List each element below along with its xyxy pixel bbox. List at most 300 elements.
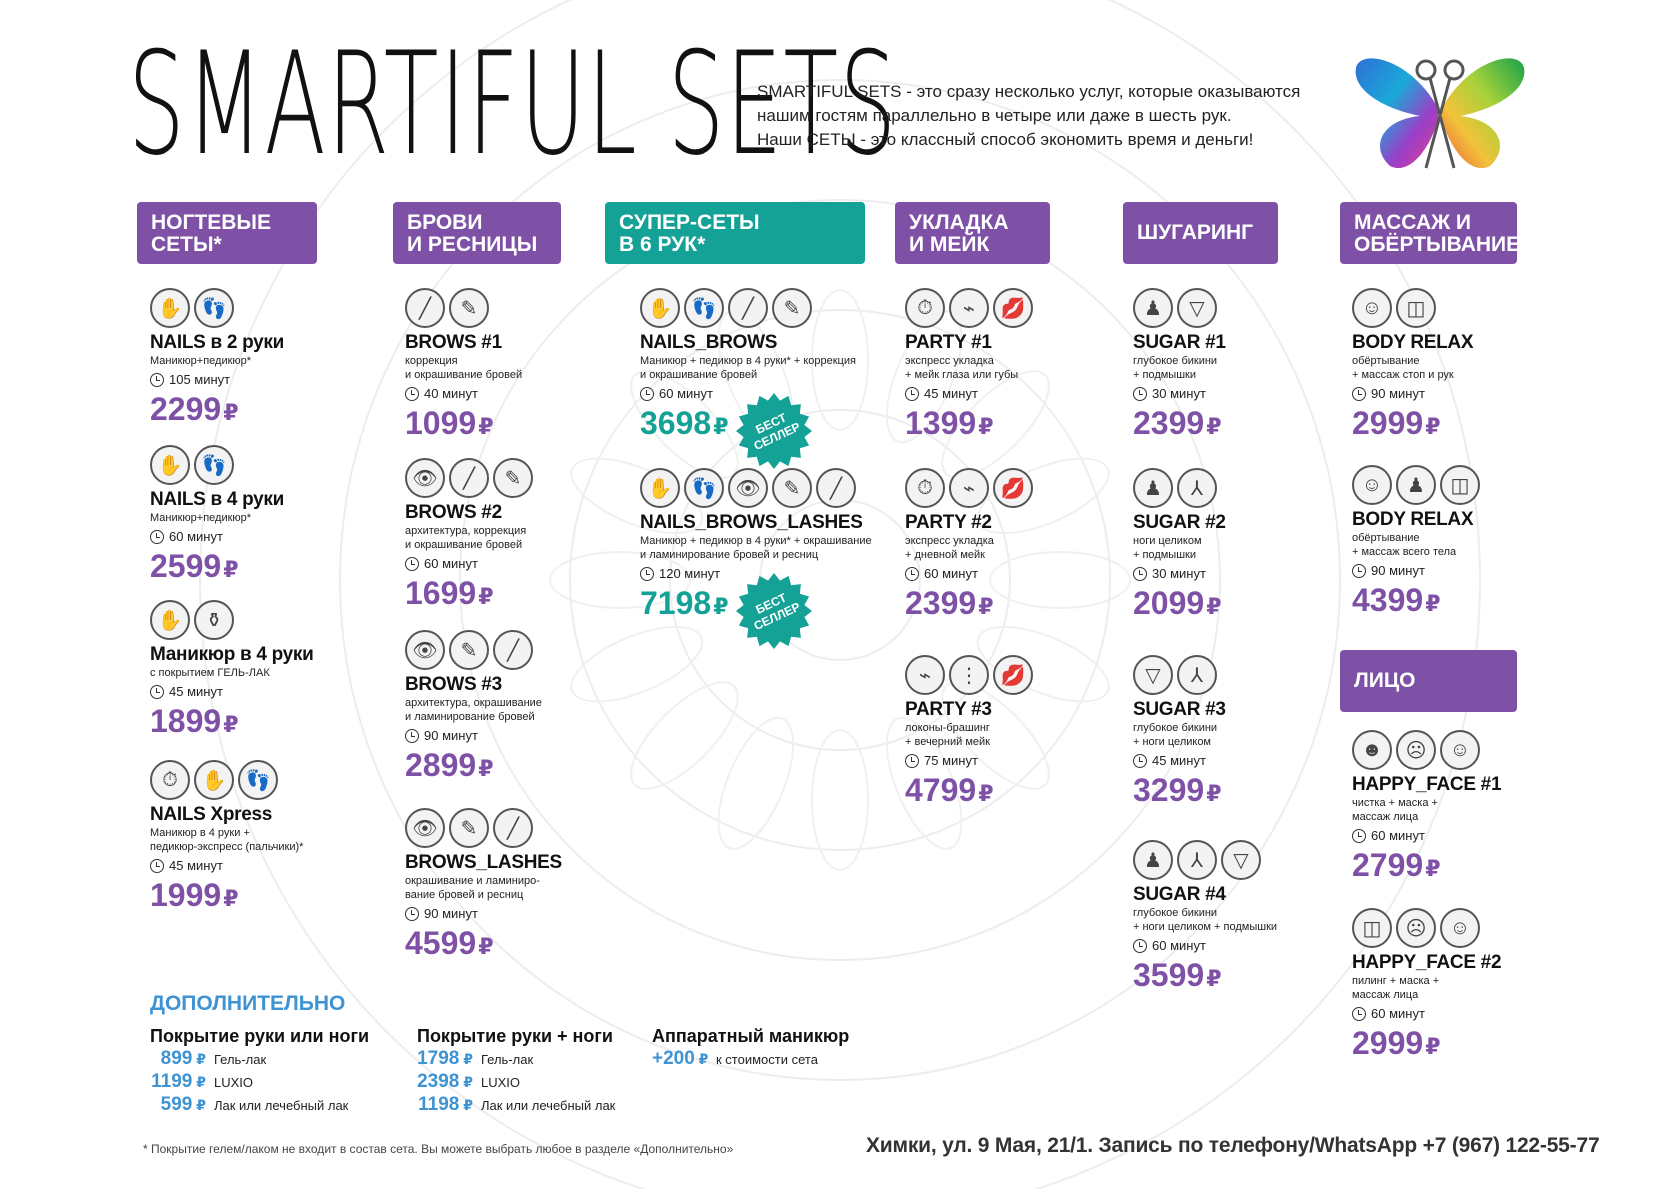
category-nails bbox=[137, 202, 317, 264]
duration-text: 90 минут bbox=[1371, 563, 1425, 578]
butterfly-scissors-logo bbox=[1350, 48, 1530, 176]
service-icons bbox=[1133, 655, 1226, 697]
service-description: Маникюр + педикюр в 4 руки* + окрашивание и ламинирование бровей и ресниц bbox=[640, 535, 872, 561]
hand-icon: ✋ bbox=[150, 600, 190, 640]
duration-text: 105 минут bbox=[169, 372, 231, 387]
extra-price-value: 899 bbox=[160, 1048, 193, 1069]
lips-icon: 💋 bbox=[993, 288, 1033, 328]
service-name: BROWS #3 bbox=[405, 674, 502, 695]
service-description: Маникюр+педикюр* bbox=[150, 512, 252, 524]
mandala-petal bbox=[561, 612, 712, 717]
mask-icon: ☹ bbox=[1396, 730, 1436, 770]
clock-icon bbox=[150, 373, 164, 387]
service-item bbox=[150, 760, 303, 914]
bikini-icon: ▽ bbox=[1133, 655, 1173, 695]
price-value: 4599 bbox=[405, 925, 477, 961]
service-description: Маникюр+педикюр* bbox=[150, 355, 252, 367]
duration-text: 60 минут bbox=[659, 386, 713, 401]
extra-price-value: 599 bbox=[160, 1094, 193, 1115]
extra-price bbox=[652, 1048, 708, 1070]
duration-text: 75 минут bbox=[924, 753, 978, 768]
service-item bbox=[405, 458, 533, 612]
ruble-sign: ₽ bbox=[223, 400, 239, 425]
duration-text: 45 минут bbox=[1152, 753, 1206, 768]
category-label: СУПЕР-СЕТЫ В 6 РУК* bbox=[619, 211, 760, 256]
service-item bbox=[150, 600, 314, 740]
service-item bbox=[905, 288, 1033, 442]
service-icons bbox=[405, 630, 542, 672]
service-duration bbox=[150, 370, 284, 390]
hand-icon: ✋ bbox=[640, 468, 680, 508]
service-price bbox=[405, 924, 562, 962]
service-duration bbox=[150, 682, 314, 702]
service-icons bbox=[1133, 288, 1226, 330]
ruble-sign: ₽ bbox=[192, 1097, 206, 1113]
ruble-sign: ₽ bbox=[223, 886, 239, 911]
ruble-sign: ₽ bbox=[223, 557, 239, 582]
service-description: локоны-брашинг + вечерний мейк bbox=[905, 722, 990, 748]
service-icons bbox=[1352, 465, 1480, 507]
ruble-sign: ₽ bbox=[1206, 414, 1222, 439]
service-icons bbox=[1352, 908, 1501, 950]
category-face bbox=[1340, 650, 1517, 712]
clock-icon bbox=[905, 567, 919, 581]
service-name: NAILS_BROWS bbox=[640, 332, 778, 353]
clock-icon bbox=[640, 567, 654, 581]
service-name: PARTY #1 bbox=[905, 332, 992, 353]
service-duration bbox=[405, 904, 562, 924]
category-massage bbox=[1340, 202, 1521, 264]
service-item bbox=[1352, 465, 1480, 619]
extra-column bbox=[417, 1024, 615, 1117]
service-description: ноги целиком + подмышки bbox=[1133, 535, 1202, 561]
hand-icon: ✋ bbox=[194, 760, 234, 800]
eye-icon: 👁 bbox=[405, 630, 445, 670]
tweezers-icon: ╱ bbox=[728, 288, 768, 328]
clock-icon bbox=[1133, 754, 1147, 768]
service-price bbox=[1352, 581, 1480, 619]
extra-row bbox=[417, 1071, 615, 1094]
duration-text: 90 минут bbox=[424, 728, 478, 743]
duration-text: 60 минут bbox=[1371, 1006, 1425, 1021]
torso-icon: ♟ bbox=[1396, 465, 1436, 505]
tweezers-icon: ╱ bbox=[816, 468, 856, 508]
service-description: глубокое бикини + ноги целиком + подмышки bbox=[1133, 907, 1278, 933]
service-price bbox=[405, 404, 522, 442]
service-icons bbox=[640, 468, 872, 510]
duration-text: 60 минут bbox=[1152, 938, 1206, 953]
service-description: архитектура, коррекция и окрашивание бровей bbox=[405, 525, 527, 551]
price-value: 4799 bbox=[905, 772, 977, 808]
service-duration bbox=[1352, 561, 1480, 581]
clock-icon bbox=[1352, 387, 1366, 401]
price-value: 3599 bbox=[1133, 957, 1205, 993]
service-item bbox=[405, 808, 562, 962]
clock-icon bbox=[405, 387, 419, 401]
ruble-sign: ₽ bbox=[713, 414, 729, 439]
service-duration bbox=[1352, 826, 1501, 846]
service-description: Маникюр + педикюр в 4 руки* + коррекция и окрашивание бровей bbox=[640, 355, 856, 381]
address: Химки, ул. 9 Мая, 21/1. Запись по телефону/WhatsApp +7 (967) 122-55-77 bbox=[866, 1134, 1600, 1157]
service-duration bbox=[150, 856, 303, 876]
service-price bbox=[405, 574, 533, 612]
service-description: окрашивание и ламиниро- вание бровей и ресниц bbox=[405, 875, 540, 901]
service-duration bbox=[1133, 384, 1226, 404]
ruble-sign: ₽ bbox=[1425, 1034, 1441, 1059]
service-name: Маникюр в 4 руки bbox=[150, 644, 314, 665]
service-name: BODY RELAX bbox=[1352, 332, 1474, 353]
mandala-petal bbox=[703, 708, 808, 859]
service-icons bbox=[1133, 468, 1226, 510]
hairdryer-icon: ⌁ bbox=[949, 468, 989, 508]
service-icons bbox=[1133, 840, 1277, 882]
brush-icon: ✎ bbox=[449, 630, 489, 670]
torso-icon: ♟ bbox=[1133, 840, 1173, 880]
extra-price bbox=[417, 1071, 473, 1093]
category-label: МАССАЖ И ОБЁРТЫВАНИЕ bbox=[1354, 211, 1521, 256]
service-icons bbox=[405, 458, 533, 500]
extra-label: Гель-лак bbox=[214, 1052, 267, 1067]
service-description: экспресс укладка + дневной мейк bbox=[905, 535, 994, 561]
face-massage-icon: ☺ bbox=[1440, 908, 1480, 948]
mask-icon: ☹ bbox=[1396, 908, 1436, 948]
service-item bbox=[1133, 655, 1226, 809]
price-value: 1999 bbox=[150, 877, 222, 913]
extra-price bbox=[150, 1048, 206, 1070]
price-value: 2099 bbox=[1133, 585, 1205, 621]
feet-icon: 👣 bbox=[194, 445, 234, 485]
brush-icon: ✎ bbox=[449, 808, 489, 848]
tweezers-icon: ╱ bbox=[405, 288, 445, 328]
service-icons bbox=[150, 600, 314, 642]
service-description: обёртывание + массаж стоп и рук bbox=[1352, 355, 1454, 381]
service-name: NAILS Xpress bbox=[150, 804, 273, 825]
stopwatch-icon: ⏱ bbox=[905, 468, 945, 508]
ruble-sign: ₽ bbox=[1425, 856, 1441, 881]
price-value: 1099 bbox=[405, 405, 477, 441]
service-price bbox=[1133, 584, 1226, 622]
duration-text: 30 минут bbox=[1152, 566, 1206, 581]
ruble-sign: ₽ bbox=[478, 414, 494, 439]
mandala-petal bbox=[812, 730, 868, 870]
service-price bbox=[905, 584, 1033, 622]
clock-icon bbox=[1352, 829, 1366, 843]
service-duration bbox=[1133, 936, 1277, 956]
category-sugaring bbox=[1123, 202, 1278, 264]
intro-line: SMARTIFUL SETS - это сразу несколько услуг, которые оказываются bbox=[757, 82, 1301, 101]
face-icon: ☻ bbox=[1352, 730, 1392, 770]
extra-label: LUXIO bbox=[214, 1075, 254, 1090]
brush-icon: ✎ bbox=[449, 288, 489, 328]
clock-icon bbox=[905, 387, 919, 401]
service-item bbox=[1133, 468, 1226, 622]
service-icons bbox=[405, 288, 522, 330]
clock-icon bbox=[1133, 387, 1147, 401]
service-icons bbox=[1352, 730, 1501, 772]
service-duration bbox=[1352, 1004, 1501, 1024]
massage-icon: ☺ bbox=[1352, 465, 1392, 505]
hairdryer-icon: ⌁ bbox=[905, 655, 945, 695]
duration-text: 60 минут bbox=[1371, 828, 1425, 843]
price-value: 1699 bbox=[405, 575, 477, 611]
intro-text bbox=[757, 80, 1301, 152]
service-name: HAPPY_FACE #2 bbox=[1352, 952, 1502, 973]
extra-column bbox=[150, 1024, 369, 1117]
face-massage-icon: ☺ bbox=[1440, 730, 1480, 770]
service-duration bbox=[905, 564, 1033, 584]
service-item bbox=[150, 288, 284, 428]
extra-title: ДОПОЛНИТЕЛЬНО bbox=[150, 992, 346, 1015]
extra-row bbox=[150, 1048, 369, 1071]
service-item bbox=[905, 655, 1033, 809]
legs-icon: ⅄ bbox=[1177, 655, 1217, 695]
service-description: с покрытием ГЕЛЬ-ЛАК bbox=[150, 667, 270, 679]
price-value: 2799 bbox=[1352, 847, 1424, 883]
extra-price bbox=[417, 1048, 473, 1070]
service-name: HAPPY_FACE #1 bbox=[1352, 774, 1502, 795]
price-value: 3299 bbox=[1133, 772, 1205, 808]
service-description: чистка + маска + массаж лица bbox=[1352, 797, 1438, 823]
service-duration bbox=[405, 726, 542, 746]
clock-icon bbox=[150, 685, 164, 699]
category-styling bbox=[895, 202, 1050, 264]
service-name: NAILS в 2 руки bbox=[150, 332, 284, 353]
jar-icon: ◫ bbox=[1440, 465, 1480, 505]
extra-row bbox=[150, 1071, 369, 1094]
service-price bbox=[1352, 846, 1501, 884]
extra-column bbox=[652, 1024, 849, 1071]
ruble-sign: ₽ bbox=[1425, 414, 1441, 439]
service-name: NAILS_BROWS_LASHES bbox=[640, 512, 863, 533]
service-price bbox=[1133, 771, 1226, 809]
ruble-sign: ₽ bbox=[1206, 781, 1222, 806]
ruble-sign: ₽ bbox=[459, 1051, 473, 1067]
service-name: BROWS #1 bbox=[405, 332, 502, 353]
price-value: 1899 bbox=[150, 703, 222, 739]
service-item bbox=[1352, 908, 1501, 1062]
intro-line: нашим гостям параллельно в четыре или даже в шесть рук. bbox=[757, 106, 1232, 125]
footnote: * Покрытие гелем/лаком не входит в состав сета. Вы можете выбрать любое в разделе «Дополнительно» bbox=[143, 1142, 734, 1156]
service-price bbox=[1352, 404, 1473, 442]
extra-row bbox=[150, 1094, 369, 1117]
extra-row bbox=[417, 1094, 615, 1117]
duration-text: 45 минут bbox=[924, 386, 978, 401]
lips-icon: 💋 bbox=[993, 655, 1033, 695]
tweezers-icon: ╱ bbox=[493, 630, 533, 670]
duration-text: 90 минут bbox=[1371, 386, 1425, 401]
brush-icon: ✎ bbox=[493, 458, 533, 498]
category-super-sets bbox=[605, 202, 865, 264]
service-price bbox=[150, 702, 314, 740]
extra-label: LUXIO bbox=[481, 1075, 521, 1090]
clock-icon bbox=[150, 530, 164, 544]
ruble-sign: ₽ bbox=[478, 584, 494, 609]
service-item bbox=[1133, 840, 1277, 994]
service-item bbox=[1352, 730, 1501, 884]
intro-line: Наши СЕТЫ - это классный способ экономить время и деньги! bbox=[757, 130, 1254, 149]
clock-icon bbox=[1133, 939, 1147, 953]
service-description: Маникюр в 4 руки + педикюр-экспресс (пальчики)* bbox=[150, 827, 304, 853]
ruble-sign: ₽ bbox=[459, 1074, 473, 1090]
service-price bbox=[150, 876, 303, 914]
service-description: обёртывание + массаж всего тела bbox=[1352, 532, 1457, 558]
hand-icon: ✋ bbox=[150, 445, 190, 485]
service-item bbox=[405, 288, 522, 442]
bikini-icon: ▽ bbox=[1221, 840, 1261, 880]
feet-icon: 👣 bbox=[238, 760, 278, 800]
service-name: SUGAR #2 bbox=[1133, 512, 1226, 533]
ruble-sign: ₽ bbox=[478, 934, 494, 959]
torso-icon: ♟ bbox=[1133, 288, 1173, 328]
bestseller-badge bbox=[735, 392, 813, 470]
service-icons bbox=[150, 445, 284, 487]
service-description: глубокое бикини + подмышки bbox=[1133, 355, 1218, 381]
hairdryer-icon: ⌁ bbox=[949, 288, 989, 328]
duration-text: 60 минут bbox=[169, 529, 223, 544]
duration-text: 90 минут bbox=[424, 906, 478, 921]
ruble-sign: ₽ bbox=[192, 1074, 206, 1090]
service-name: NAILS в 4 руки bbox=[150, 489, 284, 510]
service-item bbox=[905, 468, 1033, 622]
extra-row bbox=[417, 1048, 615, 1071]
extra-label: Гель-лак bbox=[481, 1052, 534, 1067]
feet-icon: 👣 bbox=[684, 468, 724, 508]
badge-label: БЕСТ СЕЛЛЕР bbox=[751, 410, 803, 454]
service-duration bbox=[905, 384, 1033, 404]
ruble-sign: ₽ bbox=[694, 1051, 709, 1067]
service-price bbox=[150, 390, 284, 428]
brush-icon: ✎ bbox=[772, 288, 812, 328]
service-description: пилинг + маска + массаж лица bbox=[1352, 975, 1440, 1001]
service-icons bbox=[905, 288, 1033, 330]
service-description: архитектура, окрашивание и ламинирование бровей bbox=[405, 697, 542, 723]
price-value: 2899 bbox=[405, 747, 477, 783]
category-label: ШУГАРИНГ bbox=[1137, 221, 1254, 244]
duration-text: 60 минут bbox=[924, 566, 978, 581]
duration-text: 30 минут bbox=[1152, 386, 1206, 401]
extra-label: Лак или лечебный лак bbox=[214, 1098, 349, 1113]
extra-column-head: Покрытие руки + ноги bbox=[417, 1026, 613, 1046]
price-value: 2299 bbox=[150, 391, 222, 427]
price-value: 4399 bbox=[1352, 582, 1424, 618]
ruble-sign: ₽ bbox=[978, 414, 994, 439]
extra-label: к стоимости сета bbox=[716, 1052, 818, 1067]
price-value: 2399 bbox=[1133, 405, 1205, 441]
bikini-icon: ▽ bbox=[1177, 288, 1217, 328]
extra-price-value: 1198 bbox=[418, 1094, 460, 1115]
ruble-sign: ₽ bbox=[978, 781, 994, 806]
service-icons bbox=[1352, 288, 1473, 330]
service-icons bbox=[640, 288, 856, 330]
mandala-petal bbox=[615, 666, 754, 805]
service-price bbox=[1133, 404, 1226, 442]
lips-icon: 💋 bbox=[993, 468, 1033, 508]
clock-icon bbox=[405, 729, 419, 743]
extra-price-value: 1199 bbox=[151, 1071, 193, 1092]
badge-label: БЕСТ СЕЛЛЕР bbox=[751, 590, 803, 634]
service-price bbox=[1352, 1024, 1501, 1062]
tweezers-icon: ╱ bbox=[493, 808, 533, 848]
extra-price-value: 1798 bbox=[417, 1048, 460, 1069]
stopwatch-icon: ⏱ bbox=[150, 760, 190, 800]
service-price bbox=[1133, 956, 1277, 994]
ruble-sign: ₽ bbox=[713, 594, 729, 619]
extra-price bbox=[150, 1071, 206, 1093]
service-price bbox=[905, 404, 1033, 442]
price-value: 7198 bbox=[640, 585, 712, 621]
brush-icon: ✎ bbox=[772, 468, 812, 508]
service-price bbox=[150, 547, 284, 585]
service-icons bbox=[405, 808, 562, 850]
service-description: коррекция и окрашивание бровей bbox=[405, 355, 523, 381]
service-item bbox=[1352, 288, 1473, 442]
price-value: 2599 bbox=[150, 548, 222, 584]
extra-price-value: +200 bbox=[652, 1048, 695, 1069]
service-price bbox=[405, 746, 542, 784]
comb-icon: ⋮ bbox=[949, 655, 989, 695]
extra-column-head: Покрытие руки или ноги bbox=[150, 1026, 370, 1046]
ruble-sign: ₽ bbox=[192, 1051, 206, 1067]
service-price bbox=[905, 771, 1033, 809]
service-duration bbox=[1133, 564, 1226, 584]
ruble-sign: ₽ bbox=[978, 594, 994, 619]
duration-text: 120 минут bbox=[659, 566, 721, 581]
bestseller-badge bbox=[735, 572, 813, 650]
eye-icon: 👁 bbox=[405, 808, 445, 848]
price-value: 3698 bbox=[640, 405, 712, 441]
feet-icon: 👣 bbox=[684, 288, 724, 328]
price-value: 2999 bbox=[1352, 1025, 1424, 1061]
category-label: НОГТЕВЫЕ СЕТЫ* bbox=[151, 211, 271, 256]
service-icons bbox=[905, 468, 1033, 510]
ruble-sign: ₽ bbox=[223, 712, 239, 737]
ruble-sign: ₽ bbox=[478, 756, 494, 781]
price-value: 2399 bbox=[905, 585, 977, 621]
extra-price-value: 2398 bbox=[417, 1071, 460, 1092]
service-duration bbox=[150, 527, 284, 547]
service-description: глубокое бикини + ноги целиком bbox=[1133, 722, 1218, 748]
duration-text: 40 минут bbox=[424, 386, 478, 401]
price-value: 2999 bbox=[1352, 405, 1424, 441]
jar-icon: ◫ bbox=[1396, 288, 1436, 328]
clock-icon bbox=[1133, 567, 1147, 581]
duration-text: 60 минут bbox=[424, 556, 478, 571]
tweezers-icon: ╱ bbox=[449, 458, 489, 498]
hand-icon: ✋ bbox=[640, 288, 680, 328]
service-item bbox=[405, 630, 542, 784]
service-name: BODY RELAX bbox=[1352, 509, 1474, 530]
ruble-sign: ₽ bbox=[459, 1097, 473, 1113]
service-name: BROWS #2 bbox=[405, 502, 502, 523]
service-item bbox=[1133, 288, 1226, 442]
service-duration bbox=[405, 384, 522, 404]
legs-icon: ⅄ bbox=[1177, 468, 1217, 508]
eye-icon: 👁 bbox=[728, 468, 768, 508]
extra-column-head: Аппаратный маникюр bbox=[652, 1026, 850, 1046]
service-description: экспресс укладка + мейк глаза или губы bbox=[905, 355, 1019, 381]
service-duration bbox=[1352, 384, 1473, 404]
category-label: ЛИЦО bbox=[1354, 669, 1416, 692]
service-name: SUGAR #1 bbox=[1133, 332, 1226, 353]
clock-icon bbox=[640, 387, 654, 401]
service-name: PARTY #2 bbox=[905, 512, 992, 533]
service-name: PARTY #3 bbox=[905, 699, 992, 720]
hand-icon: ✋ bbox=[150, 288, 190, 328]
extra-price bbox=[150, 1094, 206, 1116]
massage-icon: ☺ bbox=[1352, 288, 1392, 328]
ruble-sign: ₽ bbox=[1425, 591, 1441, 616]
duration-text: 45 минут bbox=[169, 858, 223, 873]
